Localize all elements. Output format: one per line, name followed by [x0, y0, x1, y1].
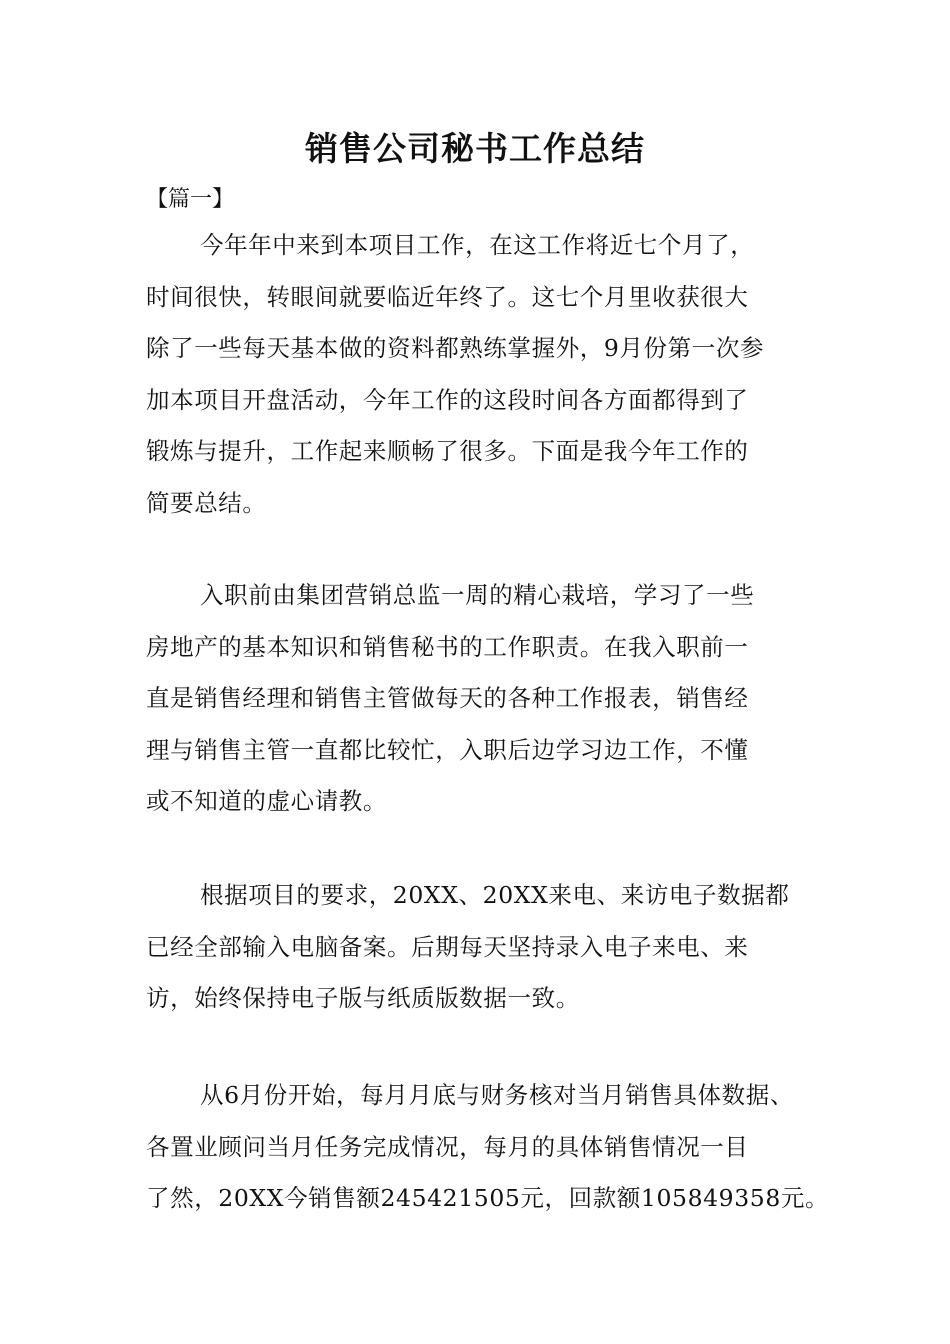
document-title: 销售公司秘书工作总结 [305, 129, 645, 168]
paragraph-line: 锻炼与提升，工作起来顺畅了很多。下面是我今年工作的 [146, 437, 749, 466]
paragraph-line: 各置业顾问当月任务完成情况，每月的具体销售情况一目 [146, 1132, 749, 1161]
paragraph-line: 除了一些每天基本做的资料都熟练掌握外，9月份第一次参 [146, 334, 765, 363]
paragraph-2 [146, 570, 818, 828]
paragraph-line: 入职前由集团营销总监一周的精心栽培，学习了一些 [200, 581, 755, 609]
paragraph-line: 时间很快，转眼间就要临近年终了。这七个月里收获很大 [146, 282, 749, 311]
paragraph-line: 从6月份开始，每月月底与财务核对当月销售具体数据、 [200, 1081, 794, 1109]
paragraph-line: 加本项目开盘活动，今年工作的这段时间各方面都得到了 [146, 385, 749, 414]
paragraph-line: 今年年中来到本项目工作，在这工作将近七个月了， [200, 231, 755, 259]
paragraph-3 [146, 870, 818, 1025]
paragraph-line: 理与销售主管一直都比较忙，入职后边学习边工作，不懂 [146, 735, 749, 764]
paragraph-line: 房地产的基本知识和销售秘书的工作职责。在我入职前一 [146, 632, 749, 661]
paragraph-line: 简要总结。 [146, 488, 267, 517]
paragraph-4 [146, 1070, 830, 1225]
paragraph-line: 或不知道的虚心请教。 [146, 787, 387, 816]
paragraph-line: 直是销售经理和销售主管做每天的各种工作报表，销售经 [146, 684, 749, 713]
paragraph-line: 已经全部输入电脑备案。后期每天坚持录入电子来电、来 [146, 932, 749, 961]
paragraph-line: 了然，20XX今销售额245421505元，回款额105849358元。 [146, 1184, 830, 1213]
paragraph-1 [146, 220, 818, 530]
section-label: 【篇一】 [146, 187, 235, 212]
paragraph-line: 访，始终保持电子版与纸质版数据一致。 [146, 984, 580, 1013]
paragraph-line: 根据项目的要求，20XX、20XX来电、来访电子数据都 [200, 881, 790, 909]
